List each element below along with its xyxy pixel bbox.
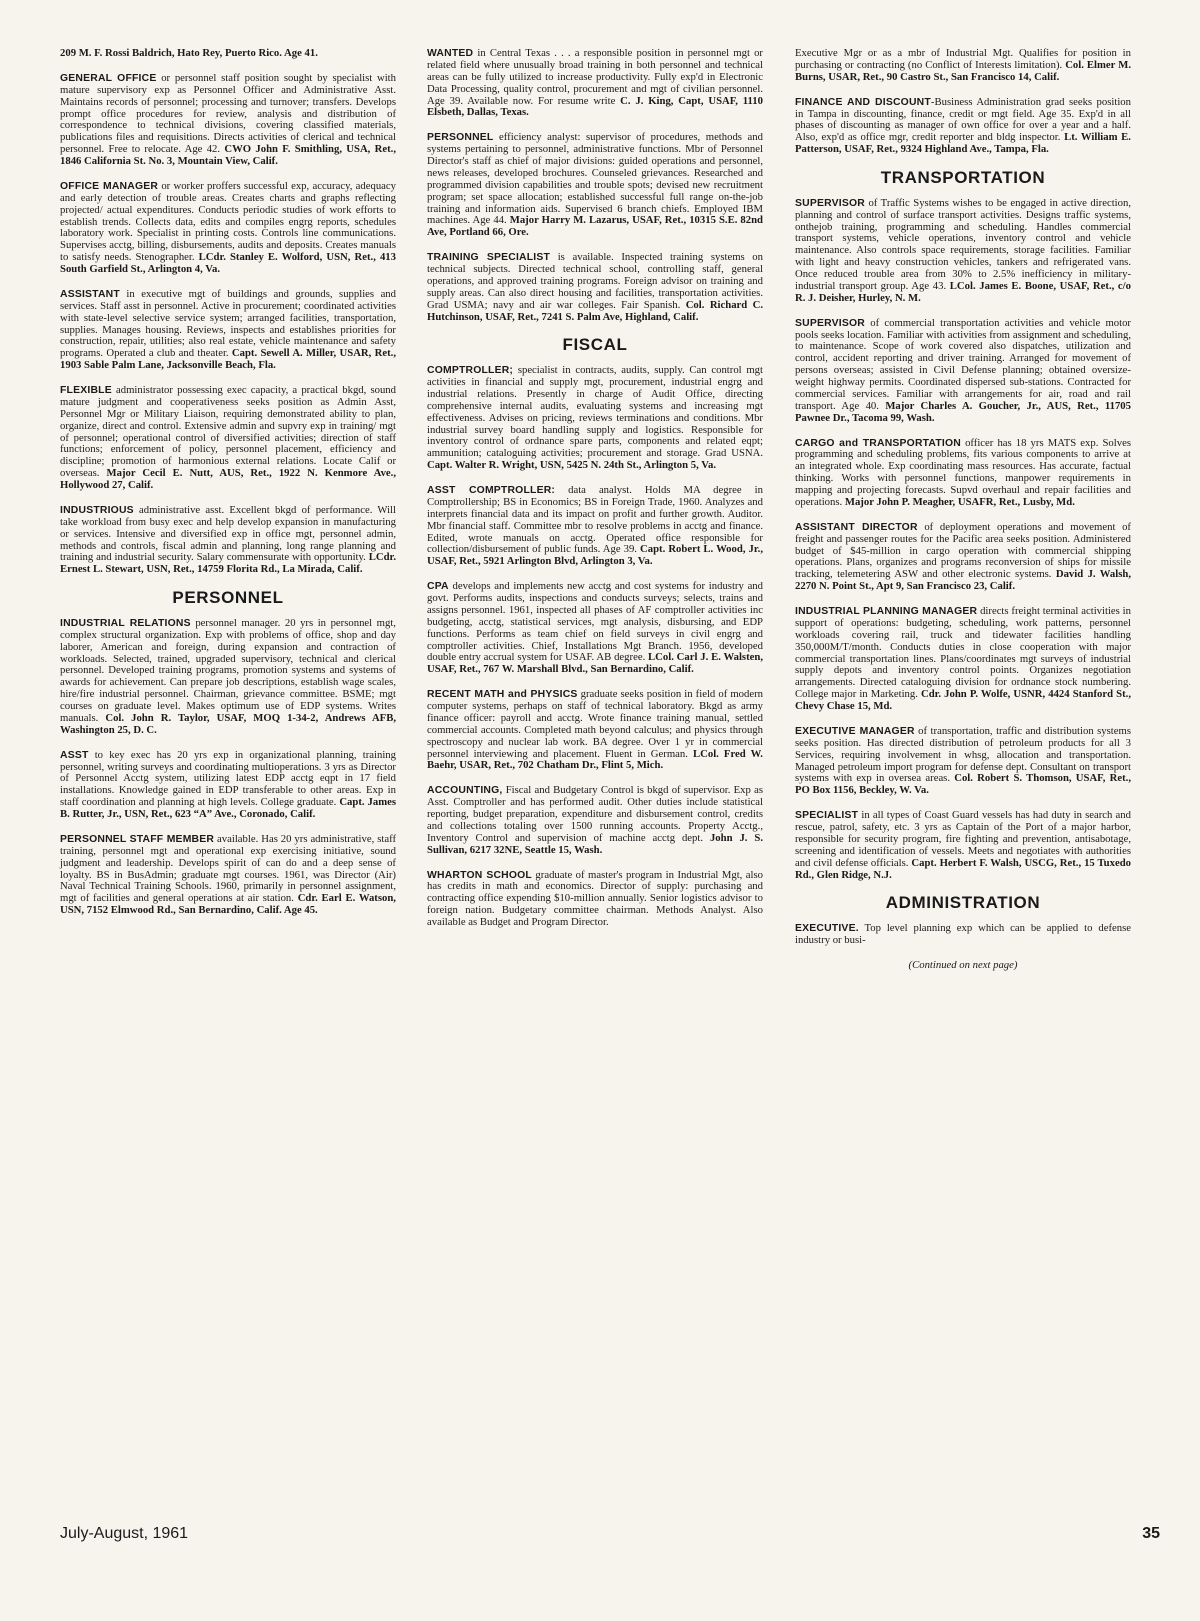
entry-lead: ACCOUNTING, [427,785,503,797]
entry-lead: COMPTROLLER; [427,365,514,377]
entry-signature: Cdr. Earl E. Watson, USN, 7152 Elmwood Rd., San Bernardino, Calif. Age 45. [60,892,396,917]
entry-body: graduate seeks position in field of modern computer systems, perhaps on staff of technical laboratory. Bkgd as army finance officer: payroll and acctg. Wrote finance training manual, settled commercial accounts. Completed math beyond calculus; and physics through spectroscopy and nuclear lab work. BA degree. Over 1 yr in commercial personnel interviewing and placement. Fluent in German. [427,688,763,760]
entry-lead: SPECIALIST [795,810,859,822]
entry-body: administrative asst. Excellent bkgd of performance. Will take workload from busy exec and help develop expansion in manufacturing or services. Intensive and diversified exp in office mgt, personnel admin, methods and controls, fiscal admin and planning, long range planning and training and industrial security. Salary commensurate with opportunity. [60,503,396,564]
entry-body: or worker proffers successful exp, accuracy, adequacy and early detection of trouble areas. Creates charts and graphs reflecting projected/ actual expenditures. Conducts periodic studies of work efforts to establish trends. Collects data, edits and compiles engrg reports, schedules laboratory work. Specialist in printing costs. Controls line communications. Supervises acctg, billing, disbursements, audits and deposits. Creates manuals to satisfy needs. Stenographer. [60,179,397,264]
entry-signature: Capt. James B. Rutter, Jr., USN, Ret., 623 “A” Ave., Coronado, Calif. [60,796,397,821]
classified-entry [427,132,763,239]
entry-signature: LCdr. Ernest L. Stewart, USN, Ret., 14759 Florita Rd., La Mirada, Calif. [60,551,396,576]
entry-body: in executive mgt of buildings and grounds, supplies and services. Staff asst in personnel. Active in procurement; coordinated activities with state-level selective service system; arranged facilities, transportation, supplies. Manages housing. Reviews, inspects and establishes priorities for construction, repair, utilities; also real estate, vehicle maintenance and safety programs. Operated a club and theater. [60,287,396,360]
classified-entry [427,689,763,772]
entry-lead: WANTED [427,48,474,59]
entry-lead: SUPERVISOR [795,317,865,329]
entry-signature: LCdr. Stanley E. Wolford, USN, Ret., 413 South Garfield St., Arlington 4, Va. [60,251,396,275]
classified-entry [795,97,1131,156]
entry-body: of transportation, traffic and distribution systems seeks position. Has directed distribution of petroleum products for all 3 Services, requiring involvement in whsg, allocation and transportation. Managed petroleum import program for defense dept. Consultant on transport systems with exp in oversea areas. [795,724,1131,785]
entry-group [795,198,1131,882]
classified-entry [795,726,1131,797]
entry-lead: ASSISTANT DIRECTOR [795,521,918,533]
entry-lead: ASST COMPTROLLER: [427,485,556,497]
entry-signature: Col. Elmer M. Burns, USAR, Ret., 90 Castro St., San Francisco 14, Calif. [795,58,1131,83]
entry-signature: Major Harry M. Lazarus, USAF, Ret., 10315 S.E. 82nd Ave, Portland 66, Ore. [427,214,763,239]
page-number: 35 [1142,1525,1160,1542]
column-2 [427,48,763,942]
classified-entry [60,289,396,372]
entry-signature: Col. Robert S. Thomson, USAF, Ret., PO Box 1156, Beckley, W. Va. [795,772,1131,797]
entry-lead: SUPERVISOR [795,197,865,209]
entry-lead: EXECUTIVE MANAGER [795,725,915,737]
classified-entry [795,438,1131,509]
entry-signature: Col. Richard C. Hutchinson, USAF, Ret., 7241 S. Palm Ave, Highland, Calif. [427,298,764,323]
entry-body: -Business Administration grad seeks position in Tampa in discounting, finance, credit or mgt field. Age 35. Exp'd in all phases of discounting as manager of own office for over a year and a half. Also, exp'd as office mgr, credit reporter and bldg inspector. [795,95,1131,144]
entry-body: is available. Inspected training systems on technical subjects. Directed technical school, controlling staff, general operations, and approved training programs. Foreign advisor on training and supply areas. Can also direct housing and facilities, transportation activities. Grad USMA; navy and air war colleges. Fair Spanish. [427,251,763,311]
entry-body: to key exec has 20 yrs exp in organizational planning, training personnel, writing surveys and coordinating multioperations. 3 yrs as Director of Personnel Acctg system, utilizing latest EDP acctg eqpt in 17 field installations. Knowledge gained in EDP transferable to other areas. Exp in staff coordination and planning at high levels. College graduate. [60,748,396,809]
entry-group [795,923,1131,947]
entry-lead: CARGO and TRANSPORTATION [795,437,961,449]
entry-lead: PERSONNEL [427,132,494,144]
entry-body: develops and implements new acctg and cost systems for industry and govt. Performs audits, inspections and conducts surveys; selects, trains and assigns personnel. 1961, inspected all phases of AF comptroller activities inc budgeting, acctg, statistical services, mgt analysis, disbursing, and EDP functions. Performs as team chief on field surveys in civil engrg and comptroller activities. Chief, Installations Mgt Branch. 1956, developed double entry accrual system for USAF. AB degree. [427,580,763,664]
entry-group [60,48,396,576]
entry-lead: TRAINING SPECIALIST [427,252,551,264]
classified-entry [795,606,1131,713]
entry-signature: David J. Walsh, 2270 N. Point St., Apt 9, San Francisco 23, Calif. [795,568,1131,593]
classified-entry [427,365,763,472]
entry-body: available. Has 20 yrs administrative, staff training, personnel mgt and operational exp exercising initiative, sound judgment and leadership. Develops spirit of can do and a deep sense of loyalty. BS in BusAdmin; graduate mgt courses. 1961, was Director (Air) Naval Technical Training Schools. 1960, primarily in personnel assignment, mgt of facilities and general operations at air station. [60,832,396,905]
entry-body: officer has 18 yrs MATS exp. Solves programming and scheduling problems, fits various components to arrive at an integrated whole. Exp coordinating mass resources. Has accurate, factual thinking. Works with personnel functions, manpower requirements in mapping and projecting forecasts. Supvd overhaul and repair facilities and operations. [795,436,1131,508]
classified-entry [795,318,1131,425]
classified-entry [60,73,396,168]
classified-entry [795,48,1131,84]
entry-signature: Capt. Sewell A. Miller, USAR, Ret., 1903 Sable Palm Lane, Jacksonville Beach, Fla. [60,347,397,372]
entry-lead: CPA [427,581,449,593]
entry-signature: 209 M. F. Rossi Baldrich, Hato Rey, Puerto Rico. Age 41. [60,47,318,59]
entry-lead: GENERAL OFFICE [60,72,157,84]
entry-signature: LCol. Fred W. Baehr, USAR, Ret., 702 Chatham Dr., Flint 5, Mich. [427,747,763,772]
classified-entry [795,522,1131,593]
entry-group [427,365,763,929]
section-heading-fiscal: FISCAL [562,335,628,355]
issue-date: July-August, 1961 [60,1525,189,1542]
entry-body: directs freight terminal activities in support of operations: budgeting, scheduling, work patterns, personnel workloads covering rail, truck and tidewater facilities handling 350,000M/T/month. Conducts duties in close cooperation with major commercial transportation lines. Plans/coordinates mgt surveys of industrial supply depots and inventory control points. Organizes negotiation arrangements. Directed cataloguing division for ordnance stock numbering. College major in Marketing. [795,605,1131,701]
entry-body: Executive Mgr or as a mbr of Industrial Mgt. Qualifies for position in purchasing or contracting (no Conflict of Interests limitation). [795,47,1131,71]
entry-lead: RECENT MATH and PHYSICS [427,689,578,701]
entry-body: data analyst. Holds MA degree in Comptrollership; BS in Economics; BS in Foreign Trade, 1960. Analyzes and interprets financial data and its impact on profit and further growth. Auditor. Mbr financial staff. Committee mbr to resolve problems in acctg and finance. Edited, wrote manuals on acctg. Operated office responsible for collection/disbursement of public funds. Age 39. [427,484,763,556]
entry-lead: INDUSTRIAL PLANNING MANAGER [795,606,978,618]
entry-body: in Central Texas . . . a responsible position in personnel mgt or related field where unusually broad training in both personnel and technical areas can be fully utilized to increase productivity. Fully exp'd in Electronic Data Processing, quality control, procurement and mgt of civilian personnel. Age 39. Available now. For resume write [427,47,763,107]
section-heading-transportation: TRANSPORTATION [880,168,1046,187]
entry-lead: ASSISTANT [60,288,120,300]
classified-entry [427,785,763,856]
classified-entry [60,834,396,917]
classified-entry [60,505,396,576]
entry-signature: Cdr. John P. Wolfe, USNR, 4424 Stanford St., Chevy Chase 15, Md. [795,688,1131,713]
entry-signature: Capt. Walter R. Wright, USN, 5425 N. 24th St., Arlington 5, Va. [427,459,716,472]
classified-entry [427,870,763,929]
entry-lead: ASST [60,749,89,761]
entry-body: in all types of Coast Guard vessels has had duty in search and rescue, patrol, safety, etc. 3 yrs as Captain of the Port of a major harbor, responsible for security program, fire fighting and prevention, antisabotage, screening and identification of vessels. Meets and negotiates with authorities and civil defense officials. [795,809,1131,869]
classified-entry [795,923,1131,947]
column-3 [795,48,1131,972]
entry-group [795,48,1131,156]
classified-entry [60,385,396,492]
entry-body: efficiency analyst: supervisor of procedures, methods and systems pertaining to personnel, administrative functions. Mbr of Personnel Director's staff as chief of major divisions: guided operations and personnel, news releases, developed brochures. Counseled grievances. Researched and programmed division capabilities and trouble spots; devised new recruitment program; set space allocation; established successful full range on-the-job training and information aids. Supervised 6 branch chiefs. Employed IBM machines. Age 44. [427,131,763,227]
entry-signature: Major Cecil E. Nutt, AUS, Ret., 1922 N. Kenmore Ave., Hollywood 27, Calif. [60,467,397,491]
entry-lead: WHARTON SCHOOL [427,869,532,881]
entry-signature: Col. John R. Taylor, USAF, MOQ 1-34-2, Andrews AFB, Washington 25, D. C. [60,711,396,736]
section-heading-personnel: PERSONNEL [172,588,284,608]
classified-entry [60,48,396,60]
entry-lead: EXECUTIVE. [795,923,859,935]
entry-body: specialist in contracts, audits, supply. Can control mgt activities in financial and supply mgt, procurement, industrial engrg and industrial relations. Presently in charge of Audit Office, directing comprehensive internal audits, evaluating systems and increasing mgt effectiveness. Advises on pricing, reviews terminations and conditions. Mbr industrial survey board handling supply and logistics. Responsible for inventory control of ordnance spare parts, components and related eqpt; ammunition; cataloguing activities; procurement and storage. Grad USNA. [427,364,763,460]
section-heading-administration: ADMINISTRATION [885,893,1041,913]
entry-lead: FINANCE AND DISCOUNT [795,96,931,108]
classified-entry [60,618,396,737]
classified-entry [60,181,396,276]
entry-lead: INDUSTRIAL RELATIONS [60,617,191,629]
entry-signature: Capt. Robert L. Wood, Jr., USAF, Ret., 5921 Arlington Blvd, Arlington 3, Va. [427,543,763,568]
entry-body: administrator possessing exec capacity, a practical bkgd, sound mature judgment and cooperativeness seeks position as Admin Asst, Personnel Mgr or Military Liaison, requiring demonstrated ability to plan, organize, direct and control. Extensive admin and supvry exp in training/ mgt of personnel; operational control of diversified activities; direction of staff functions; enforcement of policy, personnel placement, efficiency and discipline; promotion of harmonious external relations. Locate Calif or overseas. [60,384,396,480]
entry-signature: LCol. James E. Boone, USAF, Ret., c/o R. J. Deisher, Hurley, N. M. [795,279,1131,304]
entry-body: of Traffic Systems wishes to be engaged in active direction, planning and control of surface transport activities. Designs traffic systems, onthejob training, programming and scheduling. Handles commercial transport systems, vehicle operations, inventory control and vehicle maintenance. Also controls space requirements, storage facilities. Familiar with light and heavy construction vehicles, tankers and refrigerated vans. Once reduced trouble area from 30% to 2.5% inefficiency in military-industrial transport group. Age 43. [795,196,1131,292]
entry-body: Fiscal and Budgetary Control is bkgd of supervisor. Exp as Asst. Comptroller and has performed audit. Other duties include statistical reporting, budget preparation, expenditure and disbursement control, credits and collections totaling over 1500 running accounts. Property Acctg., Inventory Control and supervision of machine acctg dept. [427,784,763,844]
entry-body: graduate of master's program in Industrial Mgt, also has credits in math and economics. Director of supply: purchasing and contracting office expending $10-million annually. Senior logistics advisor to foreign nation. Budgetary committee chairman. Methods Analyst. Also available as Budget and Program Director. [427,868,764,929]
classified-entry [427,48,763,119]
entry-lead: OFFICE MANAGER [60,180,159,192]
entry-lead: INDUSTRIOUS [60,504,134,516]
classified-entry [427,252,763,323]
entry-body: or personnel staff position sought by specialist with mature supervisory exp as Personnel Officer and Administrative Asst. Maintains records of personnel; processing and turnover; transfers. Develops prompt office procedures for review, analysis and distribution of correspondence to technical divisions, covering classified materials, publications files and requisitions. Directs activities of clerical and technical personnel. Free to relocate. Age 42. [60,71,396,156]
column-1 [60,48,396,930]
continued-note: (Continued on next page) [908,959,1018,972]
entry-signature: Capt. Herbert F. Walsh, USCG, Ret., 15 Tuxedo Rd., Glen Ridge, N.J. [795,856,1131,881]
entry-lead: FLEXIBLE [60,385,112,396]
entry-signature: LCol. Carl J. E. Walsten, USAF, Ret., 767 W. Marshall Blvd., San Bernardino, Calif. [427,651,763,676]
entry-signature: C. J. King, Capt, USAF, 1110 Elsbeth, Dallas, Texas. [427,94,763,119]
entry-lead: PERSONNEL STAFF MEMBER [60,833,215,845]
classified-entry [427,581,763,676]
entry-signature: CWO John F. Smithling, USA, Ret., 1846 California St. No. 3, Mountain View, Calif. [60,143,396,167]
entry-group [60,618,396,917]
entry-body: of commercial transportation activities and vehicle motor pools seeks location. Familiar with activities from assignment and scheduling, to maintenance. Scope of work covered also dispatches, utilization and control, accident reporting and driver training. Arranged for movement of persons overseas; assisted in Civil Defense planning; obtained oversize-weight highway permits. Coordinated dispersed sub-stations. Contracted for commercial services. Familiar with arrangements for air, road and rail transport. Age 40. [795,316,1131,412]
classified-entry [795,810,1131,881]
classified-entry [60,750,396,821]
entry-signature: Major Charles A. Goucher, Jr., AUS, Ret., 11705 Pawnee Dr., Tacoma 99, Wash. [795,399,1131,424]
classified-entry [795,198,1131,305]
entry-signature: John J. S. Sullivan, 6217 32NE, Seattle 15, Wash. [427,831,763,856]
entry-body: personnel manager. 20 yrs in personnel mgt, complex structural organization. Exp with problems of office, shop and day laborer, American and foreign, during expansion and contraction of workloads. Selected, trained, upgraded supervisory, technical and clerical personnel. Developed training programs, promotion systems and systems of awards for achievement. Can prepare job descriptions, establish wage scales, hire/fire industrial personnel. Chairman, grievance committee. BSME; mgt courses on graduate level. Makes optimum use of EDP systems. Writes manuals. [60,616,396,724]
entry-group [427,48,763,323]
entry-body: of deployment operations and movement of freight and passenger routes for the Pacific area seeks position. Administered budget of $45-million in cargo operation with commercial shipping operations. Plans, organizes and programs reconversion of ships for missile tracking, telemetering ASW and other electronic systems. [795,520,1131,581]
entry-body: Top level planning exp which can be applied to defense industry or busi- [795,922,1131,947]
classified-entry [427,485,763,568]
entry-signature: Lt. William E. Patterson, USAF, Ret., 9324 Highland Ave., Tampa, Fla. [795,131,1131,156]
entry-signature: Major John P. Meagher, USAFR, Ret., Lusby, Md. [844,495,1075,508]
